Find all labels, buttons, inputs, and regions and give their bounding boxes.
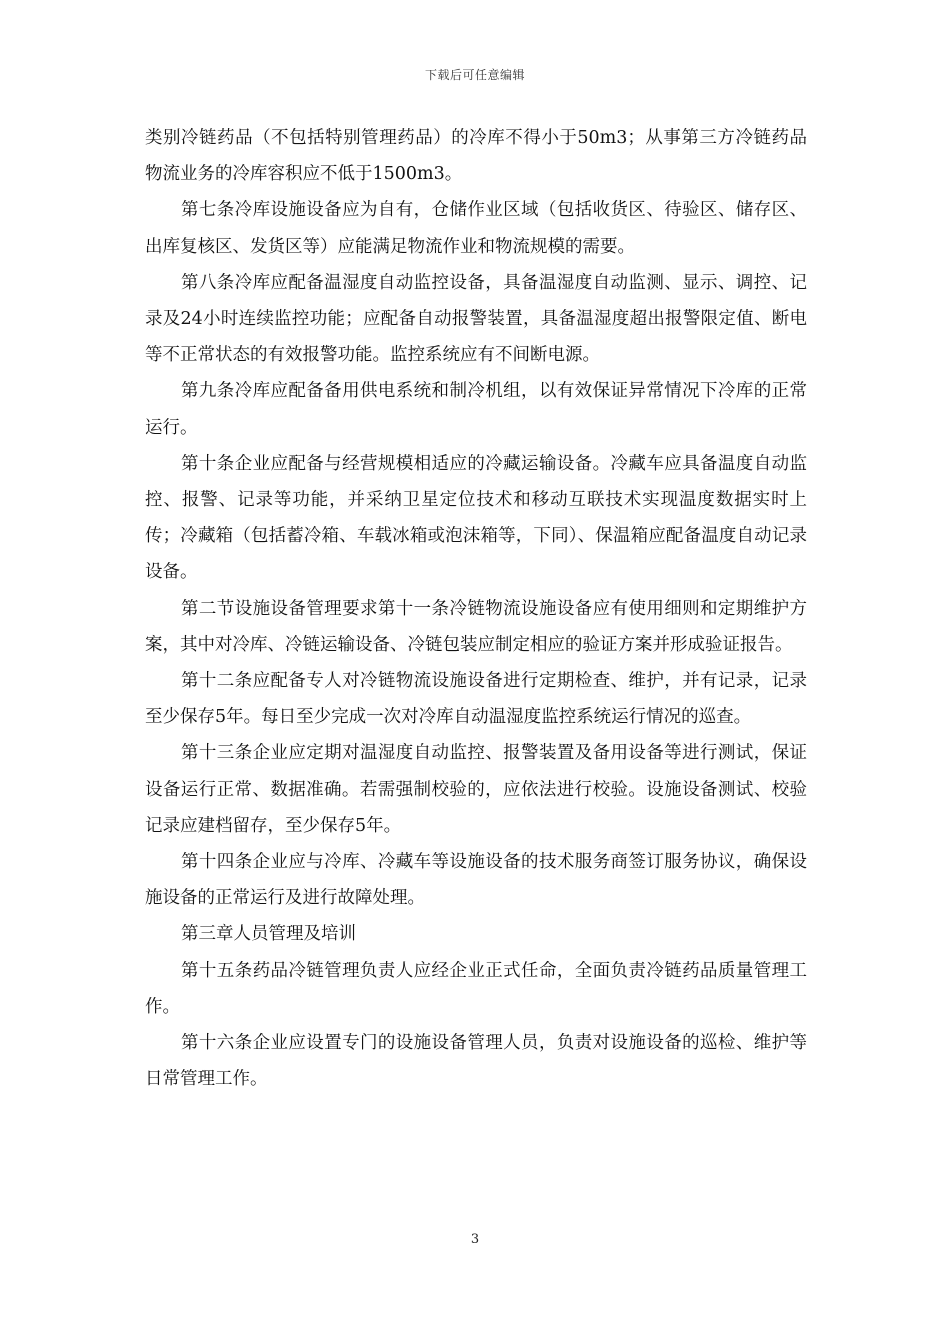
chapter-3-heading: 第三章人员管理及培训 [181, 924, 356, 945]
paragraph-article-14: 第十四条企业应与冷库、冷藏车等设施设备的技术服务商签订服务协议，确保设施设备的正常运行及进行故障处理。 [145, 852, 807, 909]
paragraph-article-7: 第七条冷库设施设备应为自有，仓储作业区域（包括收货区、待验区、储存区、出库复核区、发货区等）应能满足物流作业和物流规模的需要。 [145, 200, 807, 257]
paragraph-section-2-article-11: 第二节设施设备管理要求第十一条冷链物流设施设备应有使用细则和定期维护方案，其中对冷库、冷链运输设备、冷链包装应制定相应的验证方案并形成验证报告。 [145, 598, 807, 655]
paragraph-article-16: 第十六条企业应设置专门的设施设备管理人员，负责对设施设备的巡检、维护等日常管理工作。 [145, 1033, 807, 1090]
page-header: 下载后可任意编辑 [424, 68, 525, 82]
paragraph-article-9: 第九条冷库应配备备用供电系统和制冷机组，以有效保证异常情况下冷库的正常运行。 [145, 381, 807, 438]
paragraph-article-15: 第十五条药品冷链管理负责人应经企业正式任命，全面负责冷链药品质量管理工作。 [145, 960, 807, 1017]
paragraph-continued: 类别冷链药品（不包括特别管理药品）的冷库不得小于50m3；从事第三方冷链药品物流业务的冷库容积应不低于1500m3。 [145, 128, 807, 185]
paragraph-article-8: 第八条冷库应配备温湿度自动监控设备，具备温湿度自动监测、显示、调控、记录及24小时连续监控功能；应配备自动报警装置，具备温湿度超出报警限定值、断电等不正常状态的有效报警功能。监控系统应有不间断电源。 [145, 272, 807, 366]
document-body [145, 120, 807, 1097]
paragraph-article-12: 第十二条应配备专人对冷链物流设施设备进行定期检查、维护，并有记录，记录至少保存5年。每日至少完成一次对冷库自动温湿度监控系统运行情况的巡查。 [145, 671, 807, 728]
paragraph-article-10: 第十条企业应配备与经营规模相适应的冷藏运输设备。冷藏车应具备温度自动监控、报警、记录等功能，并采纳卫星定位技术和移动互联技术实现温度数据实时上传；冷藏箱（包括蓄冷箱、车载冰箱或泡沫箱等，下同）、保温箱应配备温度自动记录设备。 [145, 453, 807, 583]
paragraph-article-13: 第十三条企业应定期对温湿度自动监控、报警装置及备用设备等进行测试，保证设备运行正常、数据准确。若需强制校验的，应依法进行校验。设施设备测试、校验记录应建档留存，至少保存5年。 [145, 743, 807, 836]
page-number: 3 [470, 1232, 480, 1247]
